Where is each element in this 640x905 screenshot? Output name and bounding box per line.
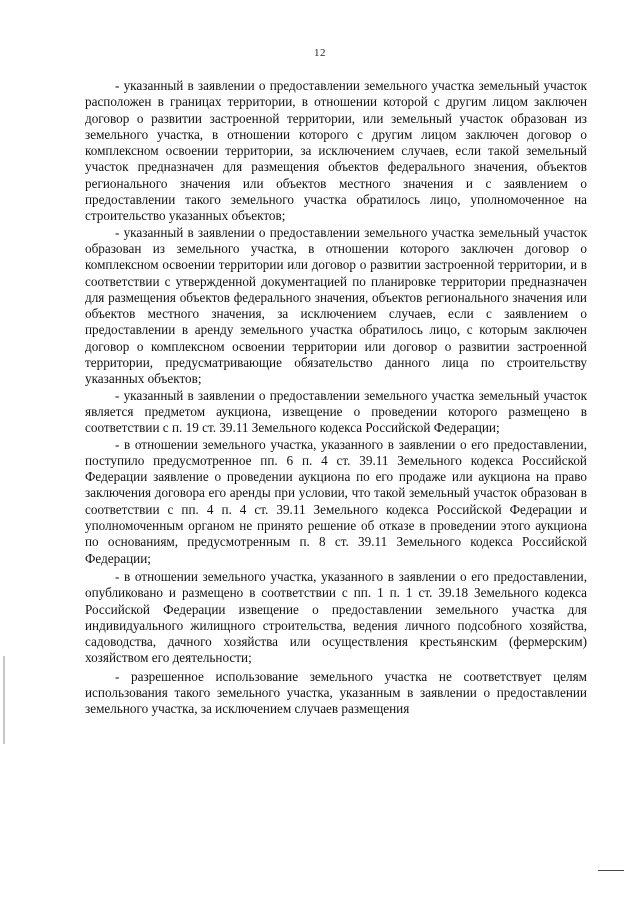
paragraph-5: - в отношении земельного участка, указанного в заявлении о его предоставлении, опубликовано и размещено в соответствии с пп. 1 п. 1 ст. 39.18 Земельного кодекса Российской Федерации извещение о предоставлении земельного участка для индивидуального жилищного строительства, ведения личного подсобного хозяйства, садоводства, дачного хозяйства или осуществления крестьянским (фермерским) хозяйством его деятельности; — [85, 568, 587, 666]
page-number: 12 — [314, 47, 326, 59]
paragraph-4: - в отношении земельного участка, указанного в заявлении о его предоставлении, поступило предусмотренное пп. 6 п. 4 ст. 39.11 Земельного кодекса Российской Федерации заявление о проведении аукциона по его продаже или аукциона на право заключения договора его аренды при условии, что такой земельный участок образован в соответствии с пп. 4 п. 4 ст. 39.11 Земельного кодекса Российской Федерации и уполномоченным органом не принято решение об отказе в проведении этого аукциона по основаниям, предусмотренным п. 8 ст. 39.11 Земельного кодекса Российской Федерации; — [85, 436, 587, 566]
scan-margin-mark — [3, 656, 5, 744]
paragraph-1: - указанный в заявлении о предоставлении земельного участка земельный участок расположен в границах территории, в отношении которой с другим лицом заключен договор о развитии застроенной территории, или земельный участок образован из земельного участка, в отношении которого с другим лицом заключен договор о комплексном освоении территории, за исключением случаев, если такой земельный участок предназначен для размещения объектов федерального значения, объектов регионального значения или объектов местного значения и с заявлением о предоставлении такого земельного участка обратилось лицо, уполномоченное на строительство указанных объектов; — [85, 78, 587, 224]
paragraph-6: - разрешенное использование земельного участка не соответствует целям использования такого земельного участка, указанным в заявлении о предоставлении земельного участка, за исключением случаев размещения — [85, 668, 587, 717]
corner-line-mark — [598, 870, 624, 871]
paragraph-3: - указанный в заявлении о предоставлении земельного участка земельный участок является предметом аукциона, извещение о проведении которого размещено в соответствии с п. 19 ст. 39.11 Земельного кодекса Российской Федерации; — [85, 387, 587, 436]
paragraph-2: - указанный в заявлении о предоставлении земельного участка земельный участок образован из земельного участка, в отношении которого заключен договор о комплексном освоении территории или договор о развитии застроенной территории, и в соответствии с утвержденной документацией по планировке территории предназначен для размещения объектов федерального значения, объектов регионального значения или объектов местного значения, за исключением случаев, если с заявлением о предоставлении в аренду земельного участка обратилось лицо, с которым заключен договор о комплексном освоении территории или договор о развитии застроенной территории, предусматривающие обязательство данного лица по строительству указанных объектов; — [85, 224, 587, 387]
document-body — [85, 78, 587, 718]
